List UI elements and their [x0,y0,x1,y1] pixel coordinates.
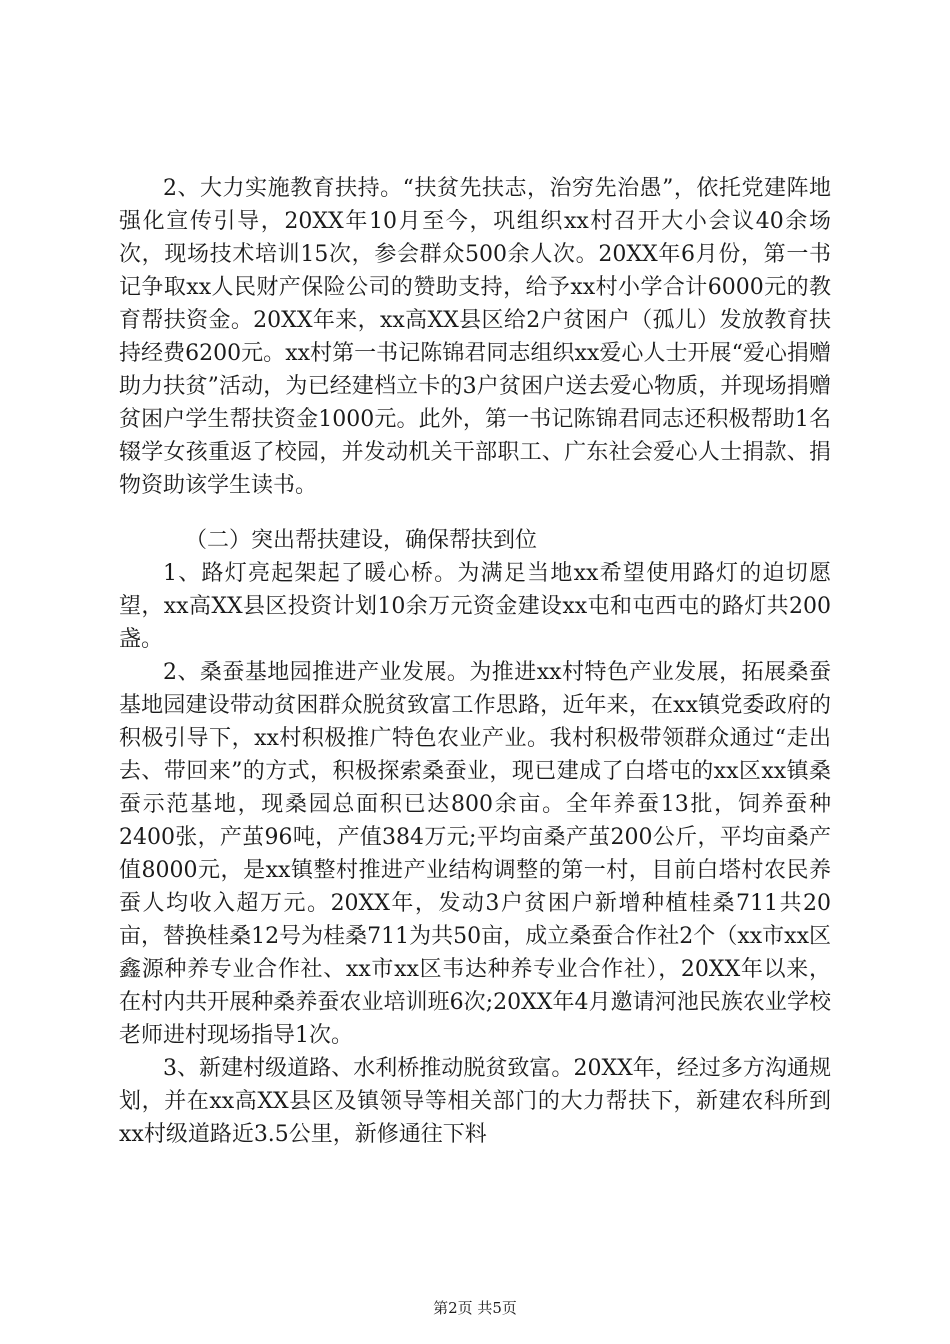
section-heading: （二）突出帮扶建设，确保帮扶到位 [185,528,538,553]
paragraph-roads-bridges: 3、新建村级道路、水利桥推动脱贫致富。20XX年，经过多方沟通规划，并在xx高XX县区及镇领导等相关部门的大力帮扶下，新建农科所到xx村级道路近3.5公里，新修通往下料 [119,1056,831,1147]
paragraph-education-support: 2、大力实施教育扶持。“扶贫先扶志，治穷先治愚”，依托党建阵地强化宣传引导，20XX年10月至今，巩组织xx村召开大小会议40余场次，现场技术培训15次，参会群众500余人次。20XX年6月份，第一书记争取xx人民财产保险公司的赞助支持，给予xx村小学合计6000元的教育帮扶资金。20XX年来，xx高XX县区给2户贫困户（孤儿）发放教育扶持经费6200元。xx村第一书记陈锦君同志组织xx爱心人士开展“爱心捐赠助力扶贫”活动，为已经建档立卡的3户贫困户送去爱心物质，并现场捐赠贫困户学生帮扶资金1000元。此外，第一书记陈锦君同志还积极帮助1名辍学女孩重返了校园，并发动机关干部职工、广东社会爱心人士捐款、捐物资助该学生读书。 [119,176,831,498]
paragraph-sericulture: 2、桑蚕基地园推进产业发展。为推进xx村特色产业发展，拓展桑蚕基地园建设带动贫困群众脱贫致富工作思路，近年来，在xx镇党委政府的积极引导下，xx村积极推广特色农业产业。我村积极带领群众通过“走出去、带回来”的方式，积极探索桑蚕业，现已建成了白塔屯的xx区xx镇桑蚕示范基地，现桑园总面积已达800余亩。全年养蚕13批，饲养蚕种2400张，产茧96吨，产值384万元;平均亩桑产茧200公斤，平均亩桑产值8000元，是xx镇整村推进产业结构调整的第一村，目前白塔村农民养蚕人均收入超万元。20XX年，发动3户贫困户新增种植桂桑711共20亩，替换桂桑12号为桂桑711为共50亩，成立桑蚕合作社2个（xx市xx区鑫源种养专业合作社、xx市xx区韦达种养专业合作社），20XX年以来，在村内共开展种桑养蚕农业培训班6次;20XX年4月邀请河池民族农业学校老师进村现场指导1次。 [119,660,831,1048]
paragraph-street-lights: 1、路灯亮起架起了暖心桥。为满足当地xx希望使用路灯的迫切愿望，xx高XX县区投资计划10余万元资金建设xx屯和屯西屯的路灯共200盏。 [119,561,831,652]
document-body [119,172,831,1151]
page-number-footer: 第2页 共5页 [433,1299,517,1317]
